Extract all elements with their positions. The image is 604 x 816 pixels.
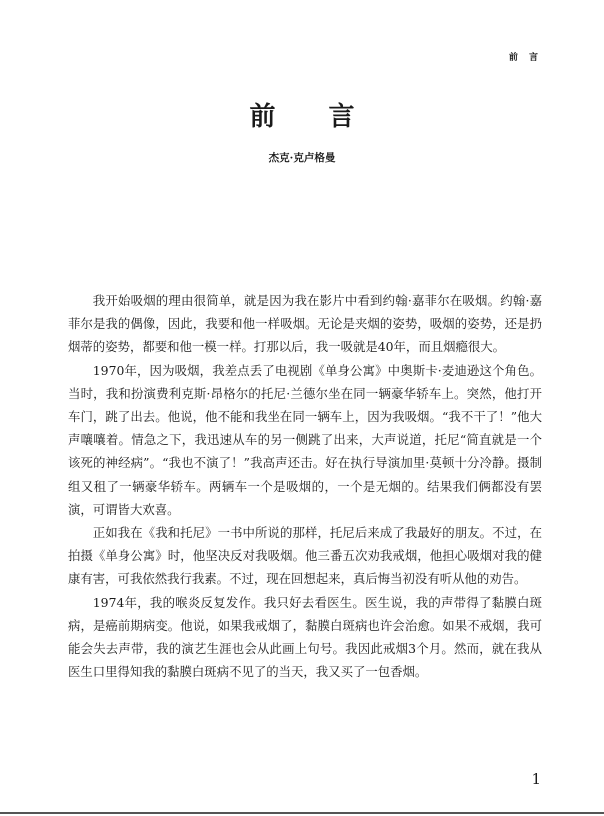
paragraph: 正如我在《我和托尼》一书中所说的那样，托尼后来成了我最好的朋友。不过，在拍摄《单身公寓》时，他坚决反对我吸烟。他三番五次劝我戒烟，他担心吸烟对我的健康有害，可我依然我行我素。不过，现在回想起来，真后悔当初没有听从他的劝告。 bbox=[68, 525, 542, 587]
running-header: 前 言 bbox=[508, 53, 542, 63]
paragraph: 1970年，因为吸烟，我差点丢了电视剧《单身公寓》中奥斯卡·麦迪逊这个角色。当时，我和扮演费利克斯·昂格尔的托尼·兰德尔坐在同一辆豪华轿车上。突然，他打开车门，跳了出去。他说，他不能和我坐在同一辆车上，因为我吸烟。“我不干了！”他大声嚷嚷着。情急之下，我迅速从车的另一侧跳了出来，大声说道，托尼“简直就是一个该死的神经病”。“我也不演了！”我高声还击。好在执行导演加里·莫顿十分冷静。摄制组又租了一辆豪华轿车。两辆车一个是吸烟的，一个是无烟的。结果我们俩都没有罢演，可谓皆大欢喜。 bbox=[68, 362, 542, 517]
bottom-rule bbox=[0, 812, 604, 814]
author-byline: 杰克·克卢格曼 bbox=[268, 152, 336, 164]
body-text bbox=[68, 289, 542, 683]
paragraph: 1974年，我的喉炎反复发作。我只好去看医生。医生说，我的声带得了黏膜白斑病，是癌前期病变。他说，如果我戒烟了，黏膜白斑病也许会治愈。如果不戒烟，我可能会失去声带，我的演艺生涯也会从此画上句号。我因此戒烟3个月。然而，就在我从医生口里得知我的黏膜白斑病不见了的当天，我又买了一包香烟。 bbox=[68, 594, 542, 680]
chapter-title: 前 言 bbox=[249, 102, 377, 132]
paragraph: 我开始吸烟的理由很简单，就是因为我在影片中看到约翰·嘉菲尔在吸烟。约翰·嘉菲尔是我的偶像，因此，我要和他一样吸烟。无论是夹烟的姿势，吸烟的姿势，还是扔烟蒂的姿势，都要和他一模一样。打那以后，我一吸就是40年，而且烟瘾很大。 bbox=[68, 293, 542, 355]
page-number: 1 bbox=[531, 770, 541, 788]
